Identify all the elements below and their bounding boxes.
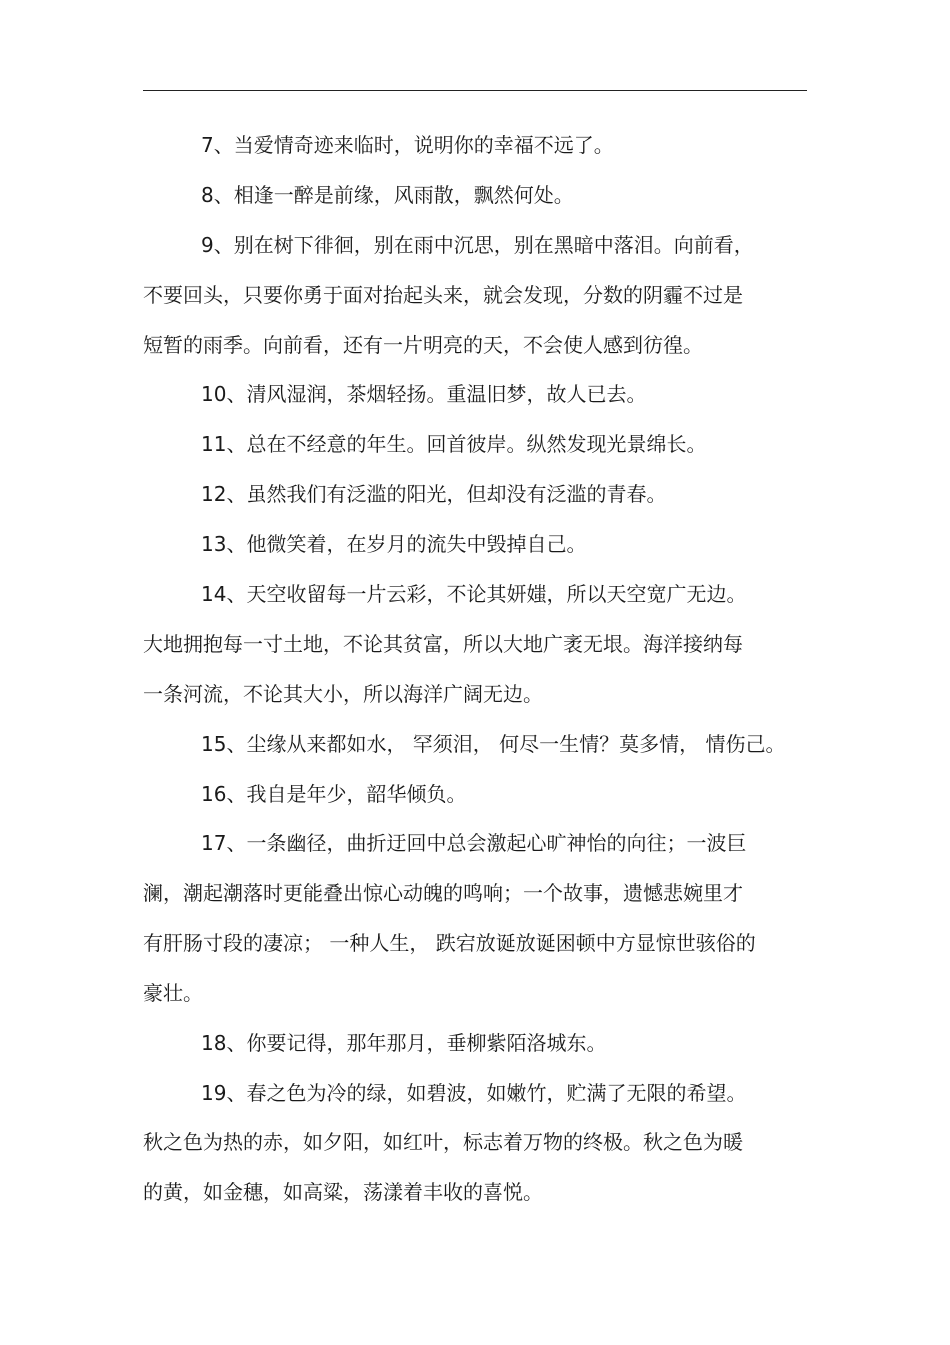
paragraph-19-line-3: 的黄，如金穗，如高粱，荡漾着丰收的喜悦。 [143,1180,543,1204]
paragraph-17-line-1: 17、一条幽径，曲折迂回中总会激起心旷神怡的向往；一波巨 [201,831,747,855]
paragraph-13-line-1: 13、他微笑着，在岁月的流失中毁掉自己。 [201,532,587,556]
paragraph-16-line-1: 16、我自是年少，韶华倾负。 [201,782,467,806]
paragraph-17-line-2: 澜，潮起潮落时更能叠出惊心动魄的鸣响；一个故事，遗憾悲婉里才 [143,881,743,905]
paragraph-7-line-1: 7、当爱情奇迹来临时，说明你的幸福不远了。 [201,133,614,157]
paragraph-12-line-1: 12、虽然我们有泛滥的阳光，但却没有泛滥的青春。 [201,482,667,506]
paragraph-17-line-4: 豪壮。 [143,981,203,1005]
paragraph-14-line-2: 大地拥抱每一寸土地，不论其贫富，所以大地广袤无垠。海洋接纳每 [143,632,743,656]
paragraph-14-line-1: 14、天空收留每一片云彩，不论其妍媸，所以天空宽广无边。 [201,582,747,606]
paragraph-14-line-3: 一条河流，不论其大小，所以海洋广阔无边。 [143,682,543,706]
paragraph-17-line-3: 有肝肠寸段的凄凉； 一种人生， 跌宕放诞放诞困顿中方显惊世骇俗的 [143,931,756,955]
paragraph-8-line-1: 8、相逢一醉是前缘，风雨散，飘然何处。 [201,183,574,207]
paragraph-19-line-2: 秋之色为热的赤，如夕阳，如红叶，标志着万物的终极。秋之色为暖 [143,1130,743,1154]
paragraph-18-line-1: 18、你要记得，那年那月，垂柳紫陌洛城东。 [201,1031,607,1055]
paragraph-15-line-1: 15、尘缘从来都如水， 罕须泪， 何尽一生情？莫多情， 情伤己。 [201,732,786,756]
paragraph-9-line-3: 短暂的雨季。向前看，还有一片明亮的天，不会使人感到彷徨。 [143,333,703,357]
paragraph-19-line-1: 19、春之色为冷的绿，如碧波，如嫩竹，贮满了无限的希望。 [201,1081,747,1105]
paragraph-9-line-1: 9、别在树下徘徊，别在雨中沉思，别在黑暗中落泪。向前看， [201,233,754,257]
paragraph-10-line-1: 10、清风湿润，茶烟轻扬。重温旧梦，故人已去。 [201,382,647,406]
paragraph-11-line-1: 11、总在不经意的年生。回首彼岸。纵然发现光景绵长。 [201,432,707,456]
paragraph-9-line-2: 不要回头，只要你勇于面对抬起头来，就会发现，分数的阴霾不过是 [143,283,743,307]
header-rule [143,90,807,91]
